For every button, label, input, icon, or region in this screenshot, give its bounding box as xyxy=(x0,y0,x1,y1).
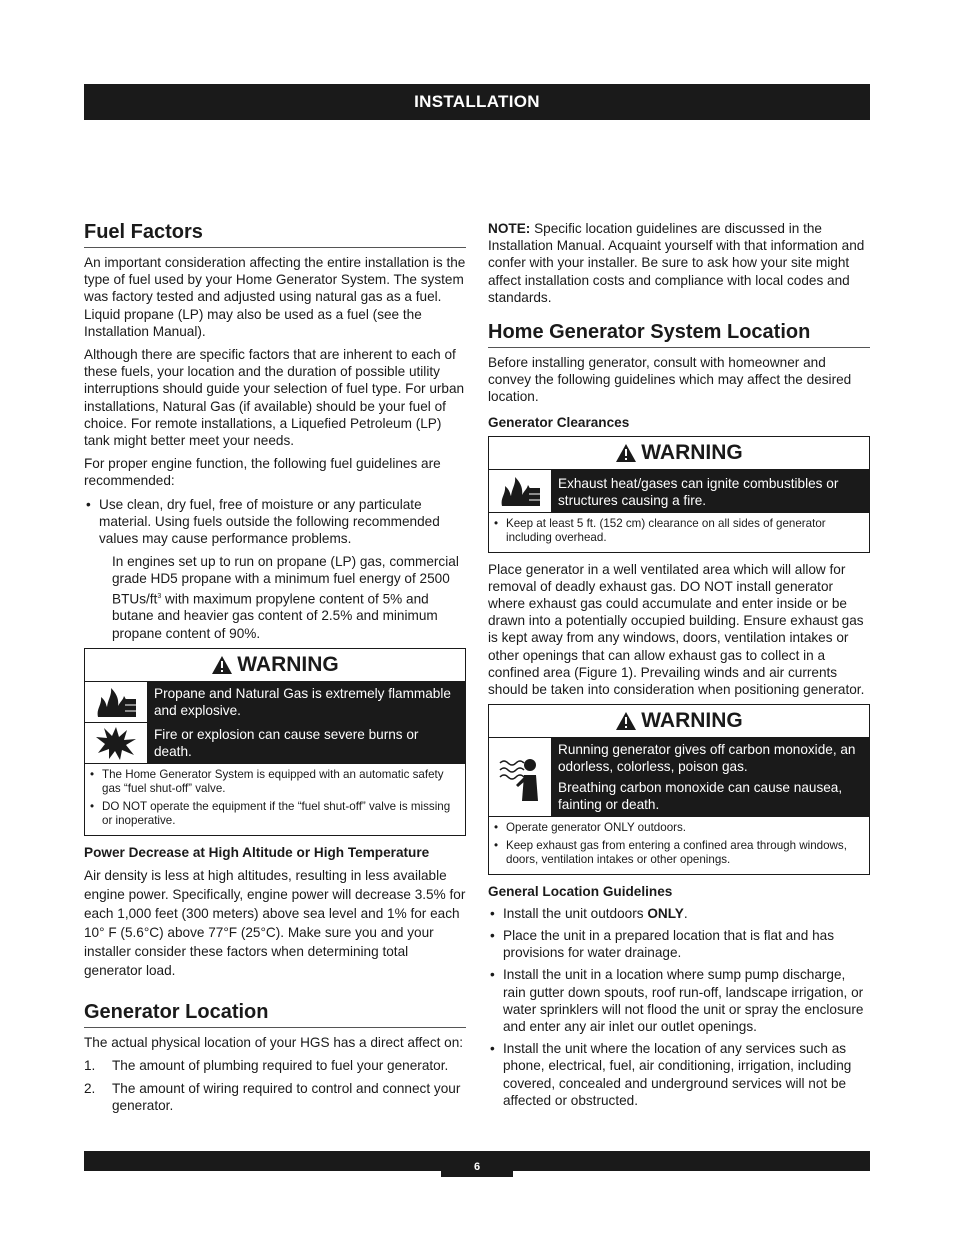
toxic-gas-icon xyxy=(489,738,552,816)
warning-instructions xyxy=(85,763,465,835)
warning-triangle-icon xyxy=(615,443,637,463)
superscript: 3 xyxy=(157,592,162,600)
generator-location-list xyxy=(84,1057,466,1115)
warning-title-text: WARNING xyxy=(641,709,743,733)
general-guidelines-heading: General Location Guidelines xyxy=(488,883,673,899)
fuel-factors-heading: Fuel Factors xyxy=(84,220,466,248)
generator-location-intro: The actual physical location of your HGS has a direct affect on: xyxy=(84,1034,464,1050)
warning-instructions xyxy=(489,512,869,552)
warning-instruction-item: • DO NOT operate the equipment if the “fuel shut-off” valve is missing or inoperative. xyxy=(89,800,459,829)
general-guidelines-list xyxy=(488,905,870,1109)
warning-triangle-icon xyxy=(211,655,233,675)
note-text: Specific location guidelines are discussed in the Installation Manual. Acquaint yourself with that information and confer with your installer. Be sure to ask how your site might affect installation costs and compliance with local codes and standards. xyxy=(488,221,865,305)
warning-title-text: WARNING xyxy=(641,440,743,464)
hgs-location-intro: Before installing generator, consult with homeowner and convey the following guidelines which may affect the desired location. xyxy=(488,355,852,405)
item-number: 1. xyxy=(84,1058,96,1073)
item-text: The amount of plumbing required to fuel your generator. xyxy=(112,1058,449,1073)
warning-instruction-item: • Keep exhaust gas from entering a confined area through windows, doors, ventilation intakes or other openings. xyxy=(493,839,863,868)
explosion-icon xyxy=(85,723,148,763)
fuel-guidelines-list xyxy=(84,496,466,548)
hgs-location-heading: Home Generator System Location xyxy=(488,320,870,348)
generator-location-heading: Generator Location xyxy=(84,1000,466,1028)
propane-spec-text: In engines set up to run on propane (LP) gas, commercial grade HD5 propane with a minimum fuel energy of 2500 BTUs/ft xyxy=(112,554,459,607)
fuel-factors-p1: An important consideration affecting the entire installation is the type of fuel used by your Home Generator System. The system was factory tested and adjusted using natural gas as a fuel. Liquid propane (LP) may also be used as a fuel (see the Installation Manual). xyxy=(84,255,466,339)
warning-instruction-item: • The Home Generator System is equipped with an automatic safety gas “fuel shut-off” valve. xyxy=(89,768,459,797)
guideline-item: • Install the unit where the location of any services such as phone, electrical, fuel, air conditioning, irrigation, including covered, concealed and underground services will not be affected or obstructed. xyxy=(488,1040,870,1109)
warning-message: Fire or explosion can cause severe burns or death. xyxy=(148,723,465,763)
section-header: INSTALLATION xyxy=(84,84,870,120)
fire-icon xyxy=(489,470,552,512)
right-column xyxy=(488,220,870,1115)
warning-title xyxy=(85,649,465,681)
warning-message: Breathing carbon monoxide can cause nausea, fainting or death. xyxy=(558,780,843,813)
left-column xyxy=(84,220,466,1121)
warning-box-carbon-monoxide xyxy=(488,704,870,875)
fuel-factors-p2: Although there are specific factors that are inherent to each of these fuels, your location and the duration of possible utility interruptions should guide your selection of fuel type. For urban installations, Natural Gas (if available) should be your fuel of choice. For remote installations, a Liquefied Petroleum (LP) tank might better meet your needs. xyxy=(84,347,465,449)
warning-title xyxy=(489,437,869,469)
guideline-item: • Install the unit in a location where sump pump discharge, rain gutter down spouts, roof run-off, landscape irrigation, or water sprinklers will not flood the unit or spray the enclosure and enter any air inlet our outlet openings. xyxy=(488,966,870,1035)
page-number: 6 xyxy=(441,1151,513,1177)
item-text: The amount of wiring required to control and connect your generator. xyxy=(112,1081,461,1114)
warning-message: Propane and Natural Gas is extremely flammable and explosive. xyxy=(148,682,465,722)
placement-paragraph: Place generator in a well ventilated area which will allow for removal of deadly exhaust gas. DO NOT install generator where exhaust gas could accumulate and enter inside or be drawn into a potentially occupied building. Ensure exhaust gas is kept away from any windows, doors, ventilation intakes or other openings that can allow exhaust gas to collect in a confined area (Figure 1). Prevailing winds and air currents should be taken into consideration when positioning generator. xyxy=(488,561,865,698)
warning-instruction-item: • Operate generator ONLY outdoors. xyxy=(493,821,863,836)
guideline-text-end: . xyxy=(683,905,688,921)
warning-message: Running generator gives off carbon monoxide, an odorless, colorless, poison gas. xyxy=(558,742,856,775)
warning-box-exhaust-heat xyxy=(488,436,870,553)
warning-messages xyxy=(552,738,869,816)
note-paragraph xyxy=(488,220,870,306)
guideline-item xyxy=(488,905,870,922)
warning-message: Exhaust heat/gases can ignite combustibles or structures causing a fire. xyxy=(552,470,869,512)
fire-icon xyxy=(85,682,148,722)
warning-row xyxy=(489,469,869,512)
warning-row xyxy=(489,737,869,816)
warning-instruction-item: • Keep at least 5 ft. (152 cm) clearance on all sides of generator including overhead. xyxy=(493,517,863,546)
altitude-heading: Power Decrease at High Altitude or High Temperature xyxy=(84,844,430,860)
list-item xyxy=(84,1057,466,1074)
warning-row xyxy=(85,681,465,722)
fuel-guideline-item: • Use clean, dry fuel, free of moisture or any particulate material. Using fuels outside the following recommended values may cause performance problems. xyxy=(84,496,466,548)
guideline-emphasis: ONLY xyxy=(647,905,684,921)
guideline-item: • Place the unit in a prepared location that is flat and has provisions for water drainage. xyxy=(488,927,870,961)
warning-triangle-icon xyxy=(615,711,637,731)
warning-box-fuel xyxy=(84,648,466,836)
warning-instructions xyxy=(489,816,869,874)
warning-title xyxy=(489,705,869,737)
clearances-heading: Generator Clearances xyxy=(488,414,630,430)
propane-spec-text-cont: with maximum propylene content of 5% and butane and heavier gas content of 2.5% and minimum propane content of 90%. xyxy=(112,591,438,641)
fuel-factors-p3: For proper engine function, the following fuel guidelines are recommended: xyxy=(84,456,441,489)
warning-title-text: WARNING xyxy=(237,652,339,676)
warning-row xyxy=(85,722,465,763)
note-label: NOTE: xyxy=(488,221,531,236)
altitude-body: Air density is less at high altitudes, resulting in less available engine power. Specifically, engine power will decrease 3.5% for each 1,000 feet (300 meters) above sea level and 1% for each 10° F (5.6°C) above 77°F (25°C). Make sure you and your installer consider these factors when determining total generator load. xyxy=(84,867,466,978)
guideline-text: Install the unit outdoors xyxy=(503,905,648,921)
list-item xyxy=(84,1080,466,1114)
item-number: 2. xyxy=(84,1081,96,1097)
propane-spec xyxy=(84,553,466,642)
